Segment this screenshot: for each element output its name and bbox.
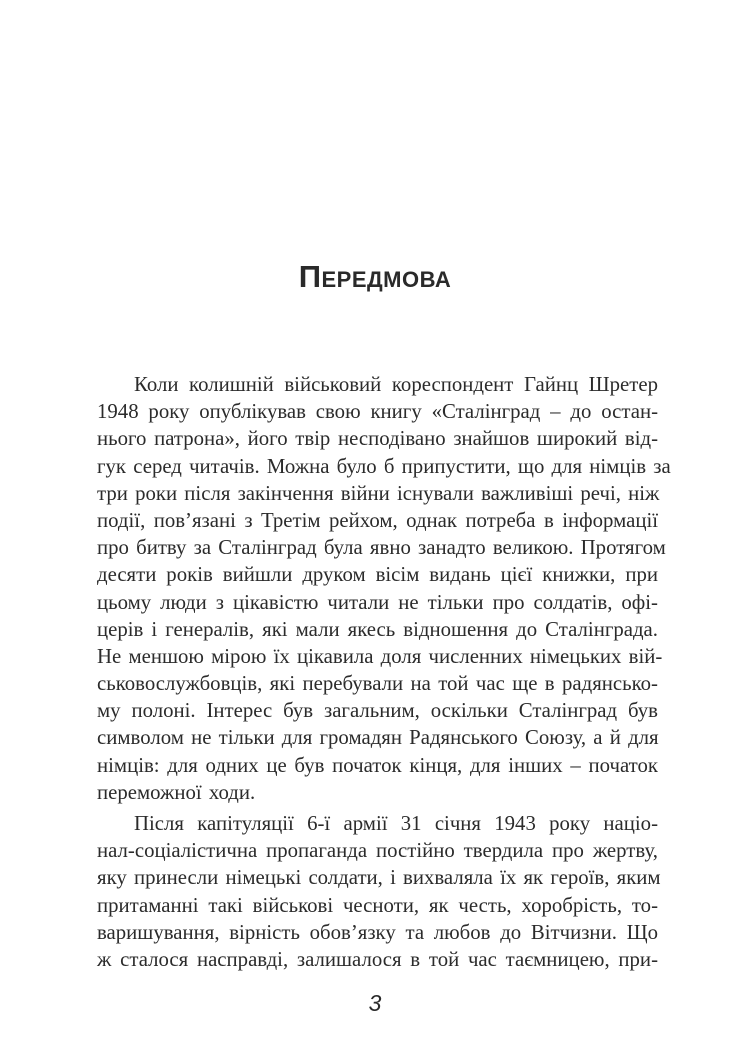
page-number: 3 <box>368 990 382 1016</box>
text-line: Коли колишній військовий кореспондент Гайнц Шретер <box>134 373 658 396</box>
text-line: німців: для одних це був початок кінця, для інших – початок <box>97 753 658 777</box>
text-line: символом не тільки для громадян Радянського Союзу, а й для <box>97 726 659 750</box>
text-line: притаманні такі військові чесноти, як честь, хоробрість, то- <box>97 893 658 917</box>
paragraph-2 <box>97 810 661 973</box>
text-line: цьому люди з цікавістю читали не тільки про солдатів, офі- <box>97 590 658 614</box>
text-line: Не меншою мірою їх цікавила доля численних німецьких вій- <box>97 644 663 668</box>
text-line: нього патрона», його твір несподівано знайшов широкий від- <box>97 427 658 451</box>
text-line: ж сталося насправді, залишалося в той час таємницею, при- <box>97 947 658 971</box>
text-line: про битву за Сталінград була явно занадто великою. Протягом <box>97 536 666 560</box>
text-line: церів і генералів, які мали якесь відношення до Сталінграда. <box>97 617 658 641</box>
text-line: 1948 року опублікував свою книгу «Сталінград – до остан- <box>97 400 658 424</box>
text-line: варишування, вірність обов’язку та любов до Вітчизни. Що <box>97 920 658 944</box>
text-line: Після капітуляції 6-ї армії 31 січня 1943 року націо- <box>134 812 658 835</box>
text-line: три роки після закінчення війни існували важливіші речі, ніж <box>97 481 660 505</box>
text-line: му полоні. Інтерес був загальним, оскільки Сталінград був <box>97 699 658 723</box>
chapter-title-rest: ЕРЕДМОВА <box>321 267 452 292</box>
chapter-title-initial: П <box>298 259 322 294</box>
text-line: десяти років вийшли друком вісім видань цієї книжки, при <box>97 563 658 587</box>
paragraph-1 <box>97 371 671 806</box>
body-text <box>97 371 671 973</box>
text-line: переможної ходи. <box>97 780 256 804</box>
text-line: яку принесли німецькі солдати, і вихваляла їх як героїв, яким <box>97 866 661 890</box>
text-line: ськовослужбовців, які перебували на той час ще в радянсько- <box>97 672 658 696</box>
chapter-title <box>0 259 750 298</box>
text-line: події, пов’язані з Третім рейхом, однак потреба в інформації <box>97 508 658 532</box>
text-line: нал-соціалістична пропаганда постійно твердила про жертву, <box>97 839 658 863</box>
text-line: гук серед читачів. Можна було б припустити, що для німців за <box>97 454 671 478</box>
